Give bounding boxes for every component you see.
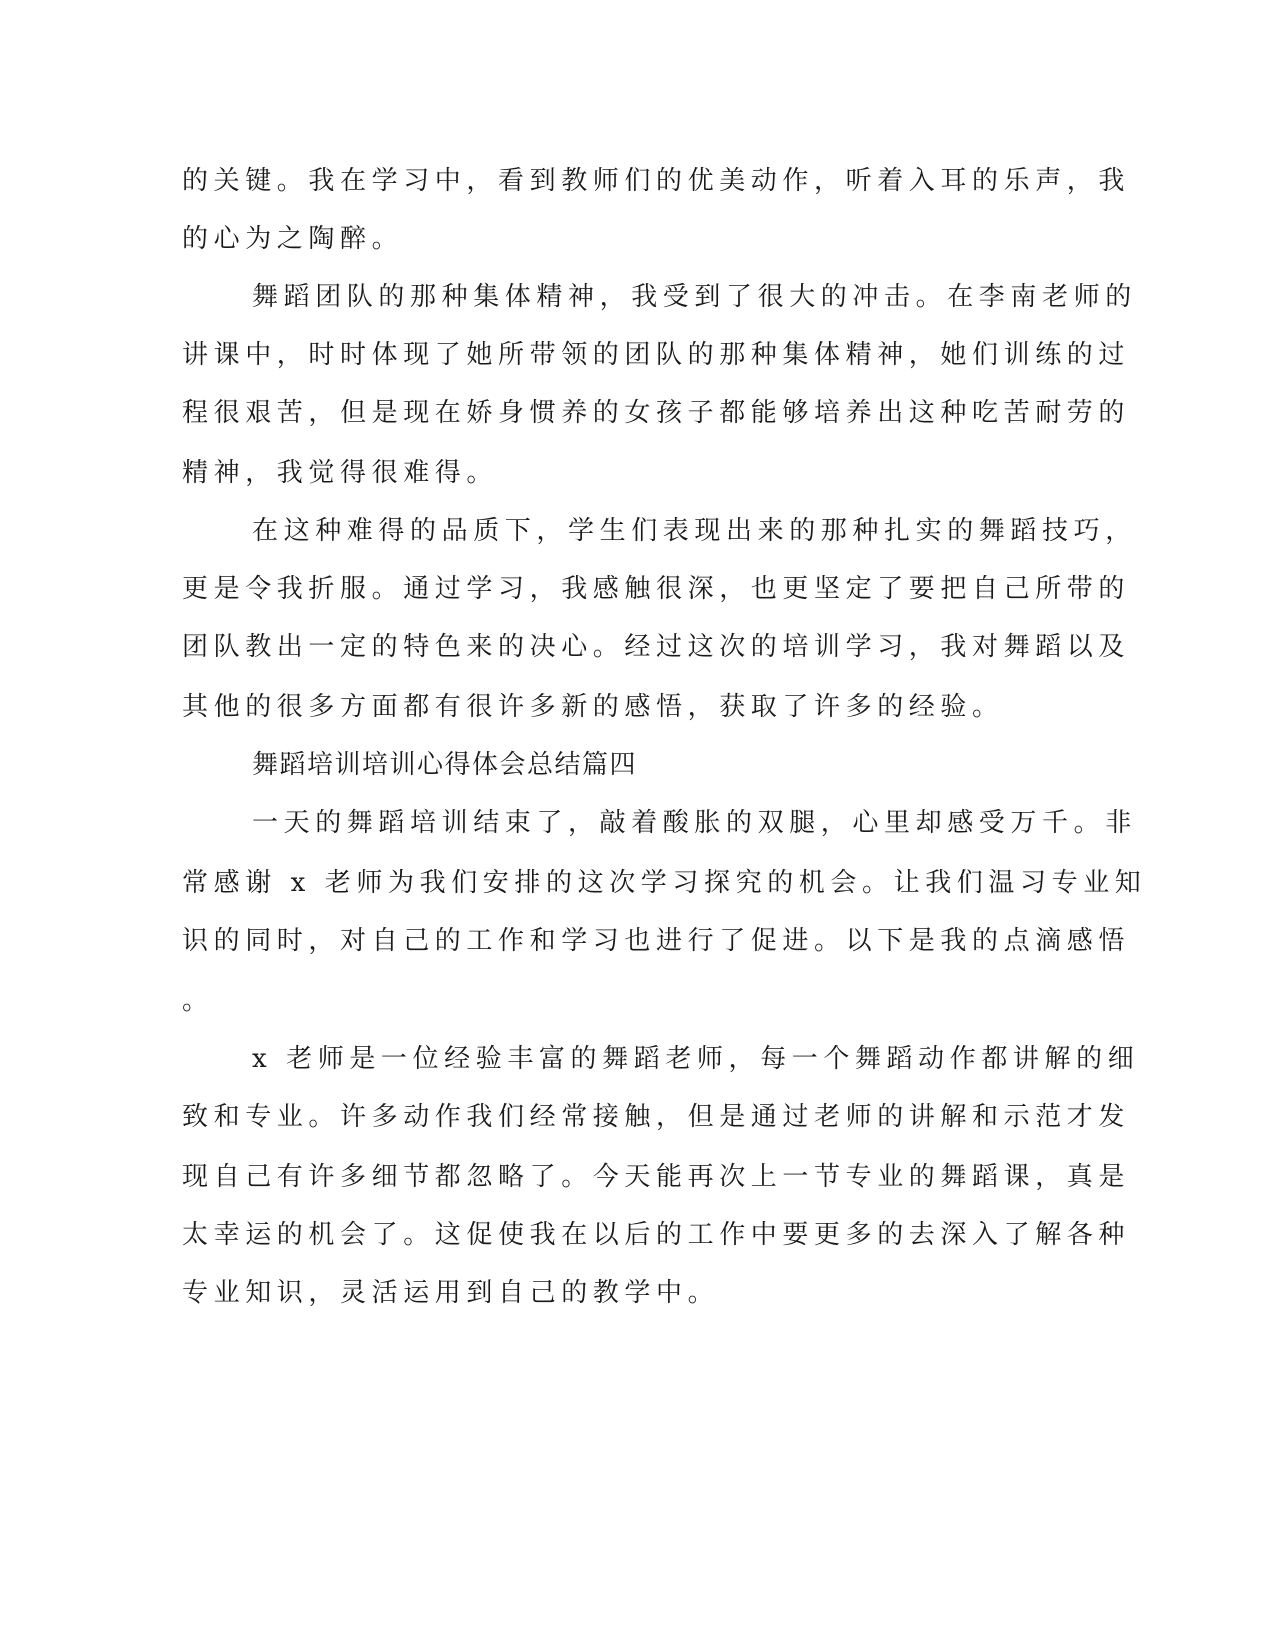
text-line: 的关键。我在学习中，看到教师们的优美动作，听着入耳的乐声，我 xyxy=(182,166,1131,196)
text-line: 识的同时，对自己的工作和学习也进行了促进。以下是我的点滴感悟 xyxy=(182,926,1131,956)
text-line: 其他的很多方面都有很许多新的感悟，获取了许多的经验。 xyxy=(182,692,1004,722)
text-line: 程很艰苦，但是现在娇身惯养的女孩子都能够培养出这种吃苦耐劳的 xyxy=(182,398,1131,428)
section-heading: 舞蹈培训培训心得体会总结篇四 xyxy=(252,750,638,780)
text-line: 专业知识，灵活运用到自己的教学中。 xyxy=(182,1278,720,1308)
paragraph-first-line: x 老师是一位经验丰富的舞蹈老师，每一个舞蹈动作都讲解的细 xyxy=(252,1044,1140,1074)
text-line: 常感谢 x 老师为我们安排的这次学习探究的机会。让我们温习专业知 xyxy=(182,868,1147,898)
text-line: 讲课中，时时体现了她所带领的团队的那种集体精神，她们训练的过 xyxy=(182,340,1131,370)
text-line: 精神，我觉得很难得。 xyxy=(182,458,499,488)
text-line: 团队教出一定的特色来的决心。经过这次的培训学习，我对舞蹈以及 xyxy=(182,632,1131,662)
paragraph-first-line: 在这种难得的品质下，学生们表现出来的那种扎实的舞蹈技巧， xyxy=(252,516,1137,546)
text-line: 致和专业。许多动作我们经常接触，但是通过老师的讲解和示范才发 xyxy=(182,1102,1131,1132)
text-line: 太幸运的机会了。这促使我在以后的工作中要更多的去深入了解各种 xyxy=(182,1220,1131,1250)
paragraph-first-line: 舞蹈团队的那种集体精神，我受到了很大的冲击。在李南老师的 xyxy=(252,282,1137,312)
text-line: 更是令我折服。通过学习，我感触很深，也更坚定了要把自己所带的 xyxy=(182,574,1131,604)
text-line: 现自己有许多细节都忽略了。今天能再次上一节专业的舞蹈课，真是 xyxy=(182,1162,1131,1192)
text-line: 的心为之陶醉。 xyxy=(182,224,404,254)
text-line: 。 xyxy=(182,986,214,1016)
paragraph-first-line: 一天的舞蹈培训结束了，敲着酸胀的双腿，心里却感受万千。非 xyxy=(252,808,1137,838)
